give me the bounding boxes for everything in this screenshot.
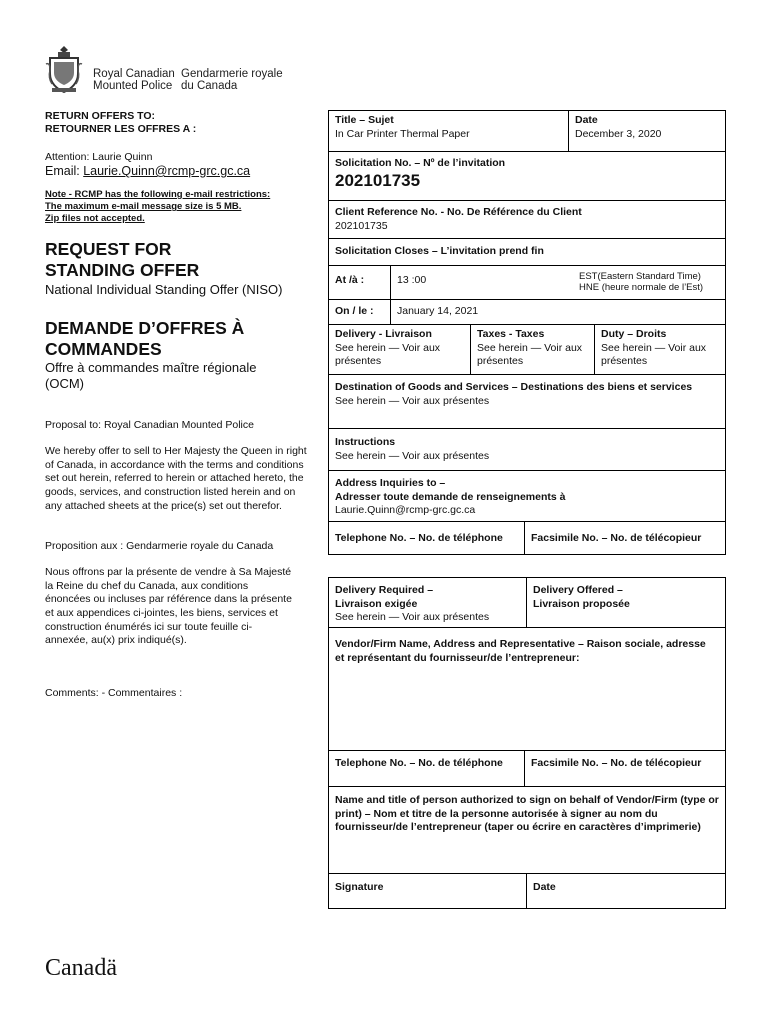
destination-cell bbox=[329, 375, 725, 429]
date-cell bbox=[569, 111, 725, 152]
org-name-fr-1: Gendarmerie royale bbox=[181, 68, 283, 80]
fax-cell[interactable] bbox=[525, 522, 725, 554]
return-offers-fr: RETOURNER LES OFFRES A : bbox=[45, 123, 197, 135]
inquiries-label-2: Adresser toute demande de renseignements à bbox=[335, 490, 566, 503]
org-name-fr-2: du Canada bbox=[181, 80, 238, 92]
date-label: Date bbox=[575, 114, 598, 126]
vendor-fax-cell[interactable] bbox=[525, 751, 725, 787]
delivery-required-cell bbox=[329, 578, 527, 628]
timezone-fr: HNE (heure normale de l’Est) bbox=[579, 282, 704, 293]
authorized-person-label: Name and title of person authorized to sign on behalf of Vendor/Firm (type or print) – Nom et titre de la personne autorisée à signer au nom du fournisseur/de l’entrepreneur (taper ou écrire en caractères d’imprimerie) bbox=[335, 794, 719, 834]
vendor-fax-label: Facsimile No. – No. de télécopieur bbox=[531, 757, 702, 769]
date-value: December 3, 2020 bbox=[575, 127, 662, 140]
closes-label: Solicitation Closes – L’invitation prend fin bbox=[335, 245, 544, 257]
solicitation-label: Solicitation No. – Nº de l’invitation bbox=[335, 157, 506, 169]
title-value: In Car Printer Thermal Paper bbox=[335, 127, 470, 140]
taxes-label: Taxes - Taxes bbox=[477, 328, 545, 340]
delivery-value: See herein — Voir aux présentes bbox=[335, 341, 441, 368]
email-label: Email: bbox=[45, 164, 84, 178]
authorized-person-cell[interactable] bbox=[329, 787, 725, 874]
telephone-cell[interactable] bbox=[329, 522, 525, 554]
title-en-2: STANDING OFFER bbox=[45, 260, 200, 280]
solicitation-cell bbox=[329, 152, 725, 201]
at-label: At /à : bbox=[335, 274, 365, 286]
title-fr-1: DEMANDE D’OFFRES À bbox=[45, 318, 245, 338]
delivery-offered-label-2: Livraison proposée bbox=[533, 597, 630, 610]
org-name-en-2: Mounted Police bbox=[93, 80, 173, 92]
org-name-en-1: Royal Canadian bbox=[93, 68, 175, 80]
delivery-required-value: See herein — Voir aux présentes bbox=[335, 611, 490, 624]
delivery-label: Delivery - Livraison bbox=[335, 328, 432, 340]
duty-cell bbox=[595, 325, 725, 375]
email-link[interactable]: Laurie.Quinn@rcmp-grc.gc.ca bbox=[83, 164, 251, 178]
inquiries-value: Laurie.Quinn@rcmp-grc.gc.ca bbox=[335, 504, 476, 517]
return-offers-en: RETURN OFFERS TO: bbox=[45, 110, 156, 122]
title-en-1: REQUEST FOR bbox=[45, 239, 172, 259]
at-value: 13 :00 bbox=[397, 274, 427, 286]
vendor-name-cell[interactable] bbox=[329, 628, 725, 751]
taxes-cell bbox=[471, 325, 595, 375]
inquiries-label-1: Address Inquiries to – bbox=[335, 477, 446, 489]
on-value: January 14, 2021 bbox=[397, 305, 479, 317]
note-line-2: The maximum e-mail message size is 5 MB. bbox=[45, 201, 242, 212]
solicitation-value: 202101735 bbox=[335, 170, 421, 190]
client-ref-label: Client Reference No. - No. De Référence du Client bbox=[335, 206, 582, 218]
title-cell bbox=[329, 111, 569, 152]
delivery-offered-label-1: Delivery Offered – bbox=[533, 584, 623, 596]
fax-label: Facsimile No. – No. de télécopieur bbox=[531, 532, 702, 544]
client-ref-cell bbox=[329, 201, 725, 239]
inquiries-cell bbox=[329, 471, 725, 522]
note-line-1: Note - RCMP has the following e-mail restrictions: bbox=[45, 189, 271, 200]
email-line bbox=[45, 163, 250, 179]
delivery-required-label-2: Livraison exigée bbox=[335, 597, 418, 610]
signature-label: Signature bbox=[335, 881, 384, 893]
proposal-fr: Proposition aux : Gendarmerie royale du Canada bbox=[45, 540, 274, 552]
timezone-en: EST(Eastern Standard Time) bbox=[579, 271, 701, 282]
client-ref-value: 202101735 bbox=[335, 219, 388, 232]
title-fr-2: COMMANDES bbox=[45, 339, 162, 359]
rcmp-crest-logo bbox=[44, 44, 84, 94]
canada-wordmark-logo: Canadä bbox=[45, 955, 117, 981]
title-label: Title – Sujet bbox=[335, 114, 394, 126]
instructions-value: See herein — Voir aux présentes bbox=[335, 449, 490, 462]
delivery-required-label-1: Delivery Required – bbox=[335, 584, 434, 596]
solicitation-info-form bbox=[328, 110, 726, 555]
delivery-cell bbox=[329, 325, 471, 375]
proposal-en: Proposal to: Royal Canadian Mounted Police bbox=[45, 419, 254, 431]
instructions-label: Instructions bbox=[335, 436, 396, 448]
duty-value: See herein — Voir aux présentes bbox=[601, 341, 707, 368]
subtitle-fr-1: Offre à commandes maître régionale bbox=[45, 360, 257, 375]
vendor-form bbox=[328, 577, 726, 909]
destination-value: See herein — Voir aux présentes bbox=[335, 394, 490, 407]
subtitle-fr-2: (OCM) bbox=[45, 376, 84, 391]
vendor-telephone-cell[interactable] bbox=[329, 751, 525, 787]
instructions-cell bbox=[329, 429, 725, 471]
signature-cell[interactable] bbox=[329, 874, 527, 908]
taxes-value: See herein — Voir aux présentes bbox=[477, 341, 583, 368]
signature-date-cell[interactable] bbox=[527, 874, 725, 908]
closes-cell bbox=[329, 239, 725, 266]
on-value-cell bbox=[391, 300, 725, 325]
on-label-cell bbox=[329, 300, 391, 325]
attention: Attention: Laurie Quinn bbox=[45, 151, 153, 163]
note-line-3: Zip files not accepted. bbox=[45, 213, 145, 224]
on-label: On / le : bbox=[335, 305, 374, 317]
duty-label: Duty – Droits bbox=[601, 328, 667, 340]
at-label-cell bbox=[329, 266, 391, 300]
vendor-telephone-label: Telephone No. – No. de téléphone bbox=[335, 757, 503, 769]
at-value-cell bbox=[391, 266, 573, 300]
offer-text-fr: Nous offrons par la présente de vendre à Sa Majesté la Reine du chef du Canada, aux conditions énoncées ou incluses par référence dans la présente et aux appendices ci-jointes, les biens, services et construction énumérés ici sur toute feuille ci-annexée, au(x) prix indiqué(s). bbox=[45, 566, 292, 647]
signature-date-label: Date bbox=[533, 881, 556, 893]
destination-label: Destination of Goods and Services – Destinations des biens et services bbox=[335, 381, 693, 393]
telephone-label: Telephone No. – No. de téléphone bbox=[335, 532, 503, 544]
offer-text-en: We hereby offer to sell to Her Majesty the Queen in right of Canada, in accordance with the terms and conditions set out herein, referred to herein or attached hereto, the goods, services, and construction listed herein and on any attached sheets at the price(s) set out therefor. bbox=[45, 445, 307, 512]
subtitle-en: National Individual Standing Offer (NISO) bbox=[45, 282, 283, 297]
delivery-offered-cell[interactable] bbox=[527, 578, 725, 628]
timezone-cell bbox=[573, 266, 725, 300]
vendor-name-label: Vendor/Firm Name, Address and Representative – Raison sociale, adresse et représentant du fournisseur/de l’entrepreneur: bbox=[335, 638, 706, 664]
comments-label: Comments: - Commentaires : bbox=[45, 687, 183, 699]
